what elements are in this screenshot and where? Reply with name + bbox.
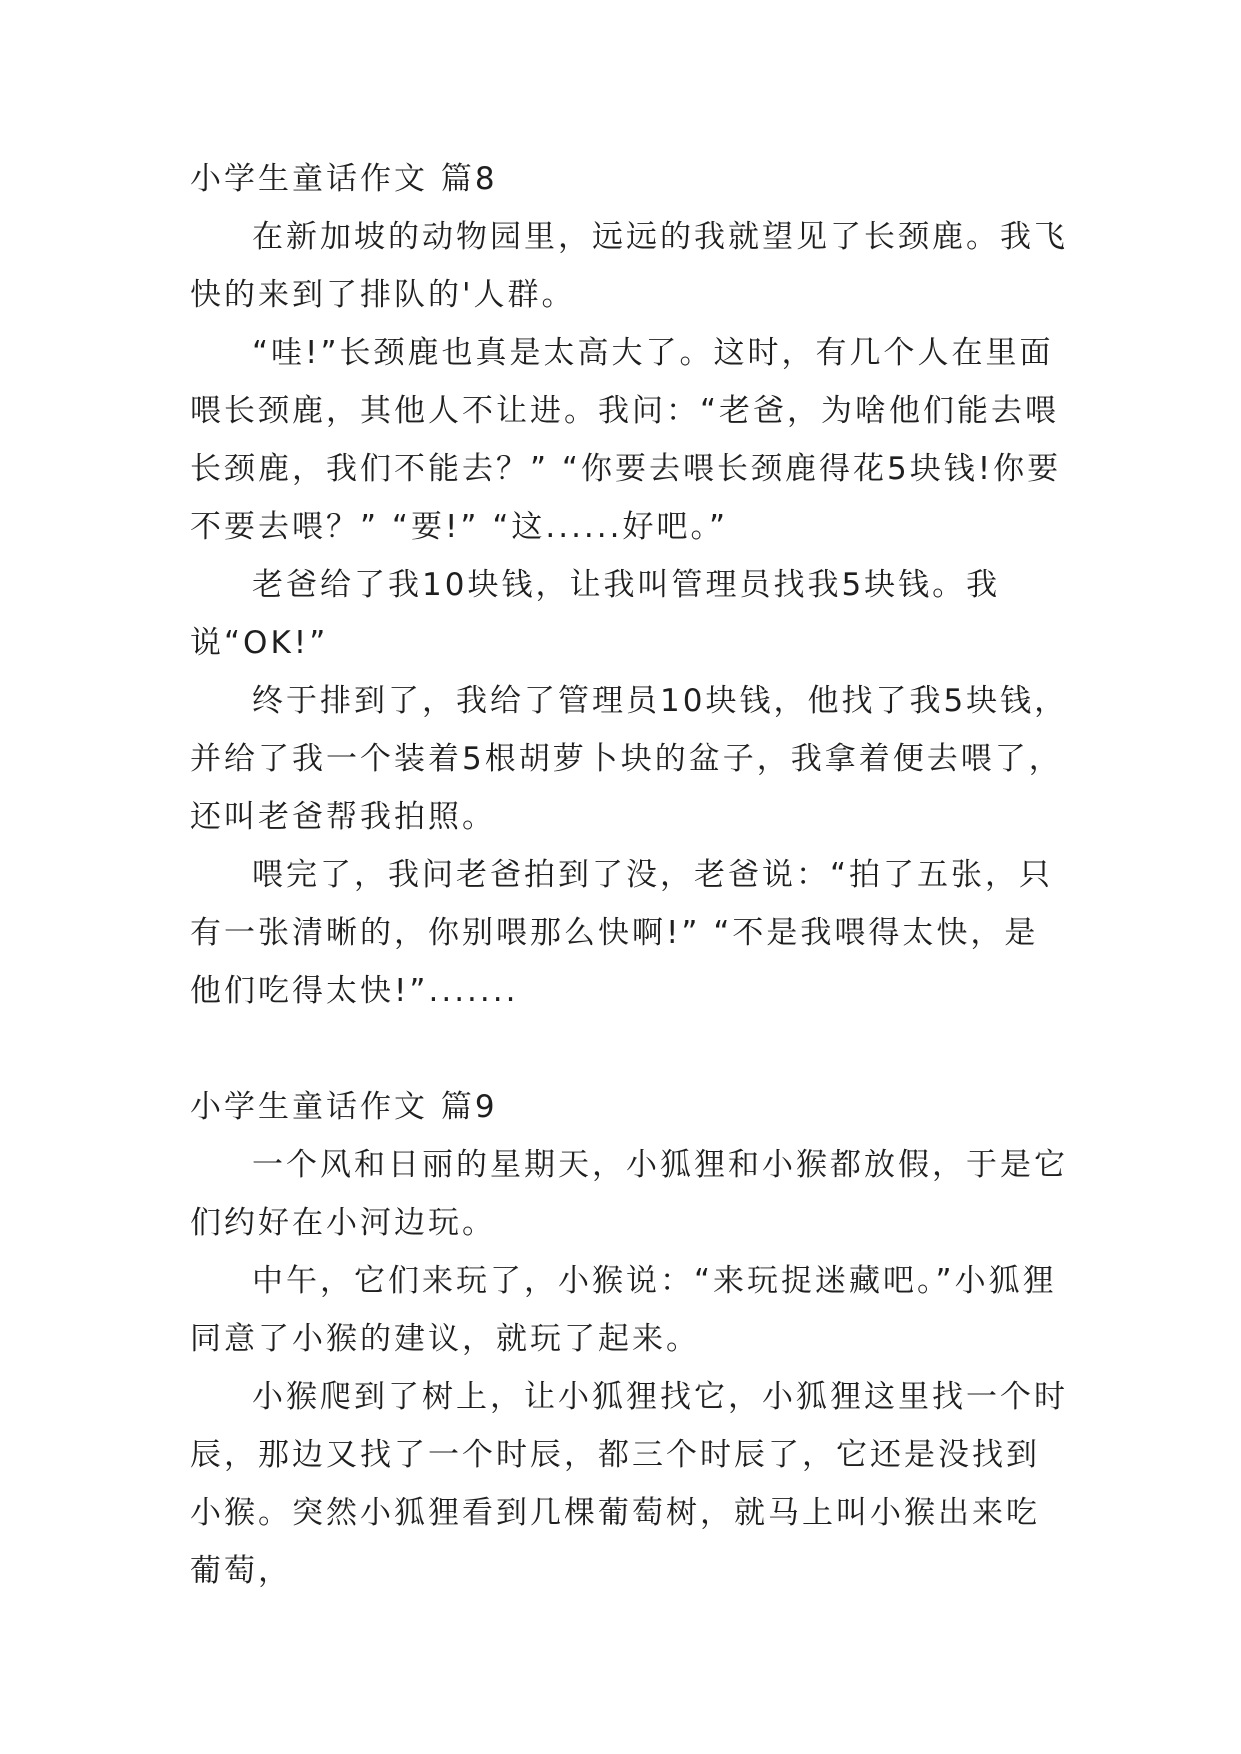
- section-title: 小学生童话作文 篇9: [190, 1089, 498, 1125]
- paragraph: 小猴爬到了树上，让小狐狸找它，小狐狸这里找一个时辰，那边又找了一个时辰，都三个时辰了，它还是没找到小猴。突然小狐狸看到几棵葡萄树，就马上叫小猴出来吃葡萄，: [190, 1379, 1068, 1589]
- section-8: [190, 150, 1070, 1020]
- paragraph: 中午，它们来玩了，小猴说：“来玩捉迷藏吧。”小狐狸同意了小猴的建议，就玩了起来。: [190, 1263, 1057, 1357]
- paragraph: 终于排到了，我给了管理员10块钱，他找了我5块钱，并给了我一个装着5根胡萝卜块的盆子，我拿着便去喂了，还叫老爸帮我拍照。: [190, 683, 1069, 835]
- paragraph: 一个风和日丽的星期天，小狐狸和小猴都放假，于是它们约好在小河边玩。: [190, 1147, 1068, 1241]
- section-title: 小学生童话作文 篇8: [190, 161, 498, 197]
- paragraph: “哇!”长颈鹿也真是太高大了。这时，有几个人在里面喂长颈鹿，其他人不让进。我问：“老爸，为啥他们能去喂长颈鹿，我们不能去？” “你要去喂长颈鹿得花5块钱!你要不要去喂？” “要!” “这......好吧。”: [190, 335, 1062, 545]
- document-content: [190, 150, 1070, 1600]
- section-9: [190, 1078, 1070, 1600]
- paragraph: 喂完了，我问老爸拍到了没，老爸说：“拍了五张，只有一张清晰的，你别喂那么快啊!” “不是我喂得太快，是他们吃得太快!”.......: [190, 857, 1054, 1009]
- paragraph: 在新加坡的动物园里，远远的我就望见了长颈鹿。我飞快的来到了排队的'人群。: [190, 219, 1068, 313]
- paragraph: 老爸给了我10块钱，让我叫管理员找我5块钱。我说“OK!”: [190, 567, 1001, 661]
